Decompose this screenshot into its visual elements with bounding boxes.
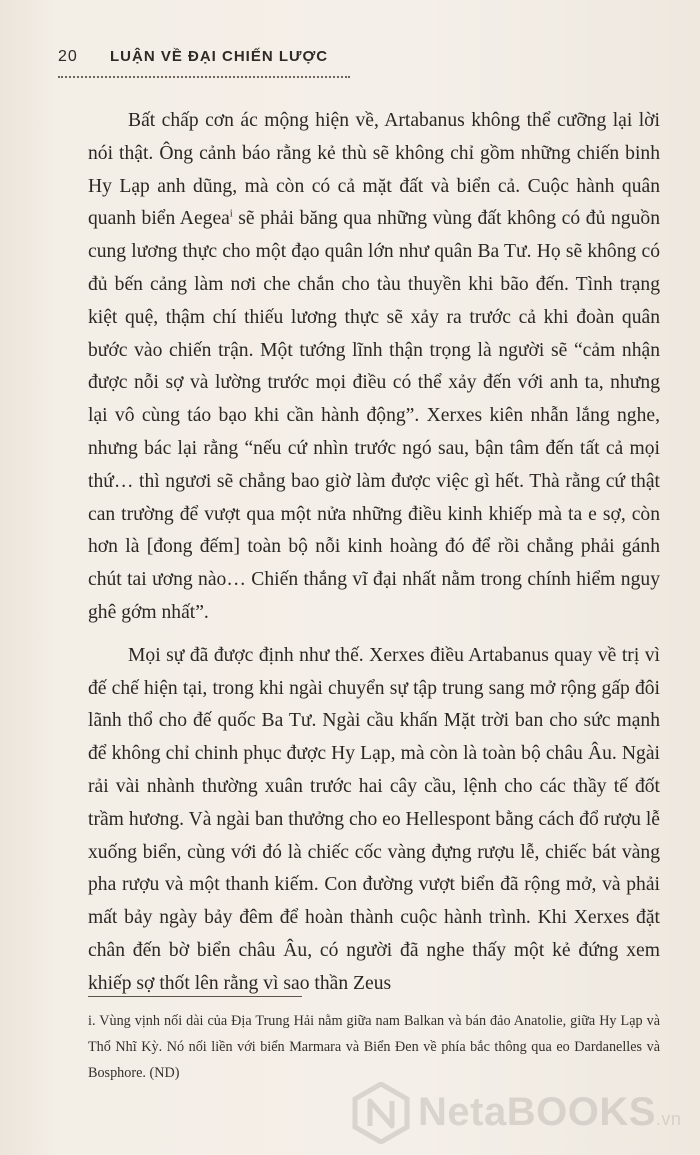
watermark-text bbox=[418, 1090, 681, 1135]
book-title: LUẬN VỀ ĐẠI CHIẾN LƯỢC bbox=[110, 48, 329, 65]
watermark bbox=[350, 1082, 690, 1142]
header-dotted-rule bbox=[58, 76, 350, 78]
running-header bbox=[58, 44, 658, 78]
page-number: 20 bbox=[58, 48, 78, 65]
netabooks-logo-icon bbox=[350, 1082, 412, 1144]
paragraph-1-text-b: sẽ phải băng qua những vùng đất không có đủ nguồn cung lương thực cho một đạo quân lớn như quân Ba Tư. Họ sẽ không có đủ bến cảng làm nơi che chắn cho tàu thuyền khi bão đến. Tình trạng kiệt quệ, thậm chí thiếu lương thực sẽ xảy ra trước cả khi đoàn quân bước vào chiến trận. Một tướng lĩnh thận trọng là người sẽ “cảm nhận được nỗi sợ và lường trước mọi điều có thể xảy đến với anh ta, nhưng lại vô cùng táo bạo khi cần hành động”. Xerxes kiên nhẫn lắng nghe, nhưng bác lại rằng “nếu cứ nhìn trước ngó sau, bận tâm đến tất cả mọi thứ… thì ngươi sẽ chẳng bao giờ làm được việc gì hết. Thà rằng cứ thật can trường để vượt qua một nửa những điều kinh khiếp mà ta e sợ, còn hơn là [đong đếm] toàn bộ nỗi kinh hoàng đó để rồi chẳng phải gánh chút tai ương nào… Chiến thắng vĩ đại nhất nằm trong chính hiểm nguy ghê gớm nhất”. bbox=[88, 208, 660, 623]
watermark-brand: NetaBOOKS bbox=[418, 1090, 656, 1134]
footnote-rule bbox=[88, 996, 302, 997]
watermark-suffix: .vn bbox=[655, 1109, 682, 1129]
body-text bbox=[88, 105, 660, 1001]
paragraph-1 bbox=[88, 105, 660, 630]
paragraph-1-text-a: Bất chấp cơn ác mộng hiện về, Artabanus không thể cưỡng lại lời nói thật. Ông cảnh báo rằng kẻ thù sẽ không chỉ gồm những chiến binh Hy Lạp anh dũng, mà còn có cả mặt đất và biển cả. Cuộc hành quân quanh biển Aegea bbox=[88, 110, 660, 230]
footnote: i. Vùng vịnh nối dài của Địa Trung Hải nằm giữa nam Balkan và bán đảo Anatolie, giữa Hy Lạp và Thổ Nhĩ Kỳ. Nó nối liền với biển Marmara và Biển Đen về phía bắc thông qua eo Dardanelles và Bosphore. (ND) bbox=[88, 1013, 660, 1081]
footnote-marker: i bbox=[229, 208, 233, 220]
paragraph-2: Mọi sự đã được định như thế. Xerxes điều Artabanus quay về trị vì đế chế hiện tại, trong khi ngài chuyển sự tập trung sang mở rộng gấp đôi lãnh thổ cho đế quốc Ba Tư. Ngài cầu khấn Mặt trời ban cho sức mạnh để không chỉ chinh phục được Hy Lạp, mà còn là toàn bộ châu Âu. Ngài rải vài nhành thường xuân trước hai cây cầu, lệnh cho các thầy tế đốt trầm hương. Và ngài ban thưởng cho eo Hellespont bằng cách đổ rượu lễ xuống biển, cùng với đó là chiếc cốc vàng đựng rượu lễ, chiếc bát vàng pha rượu và một thanh kiếm. Con đường vượt biển đã rộng mở, và phải mất bảy ngày bảy đêm để hoàn thành cuộc hành trình. Khi Xerxes đặt chân đến bờ biển châu Âu, có người đã nghe thấy một kẻ đứng xem khiếp sợ thốt lên rằng vì sao thần Zeus bbox=[88, 644, 660, 994]
